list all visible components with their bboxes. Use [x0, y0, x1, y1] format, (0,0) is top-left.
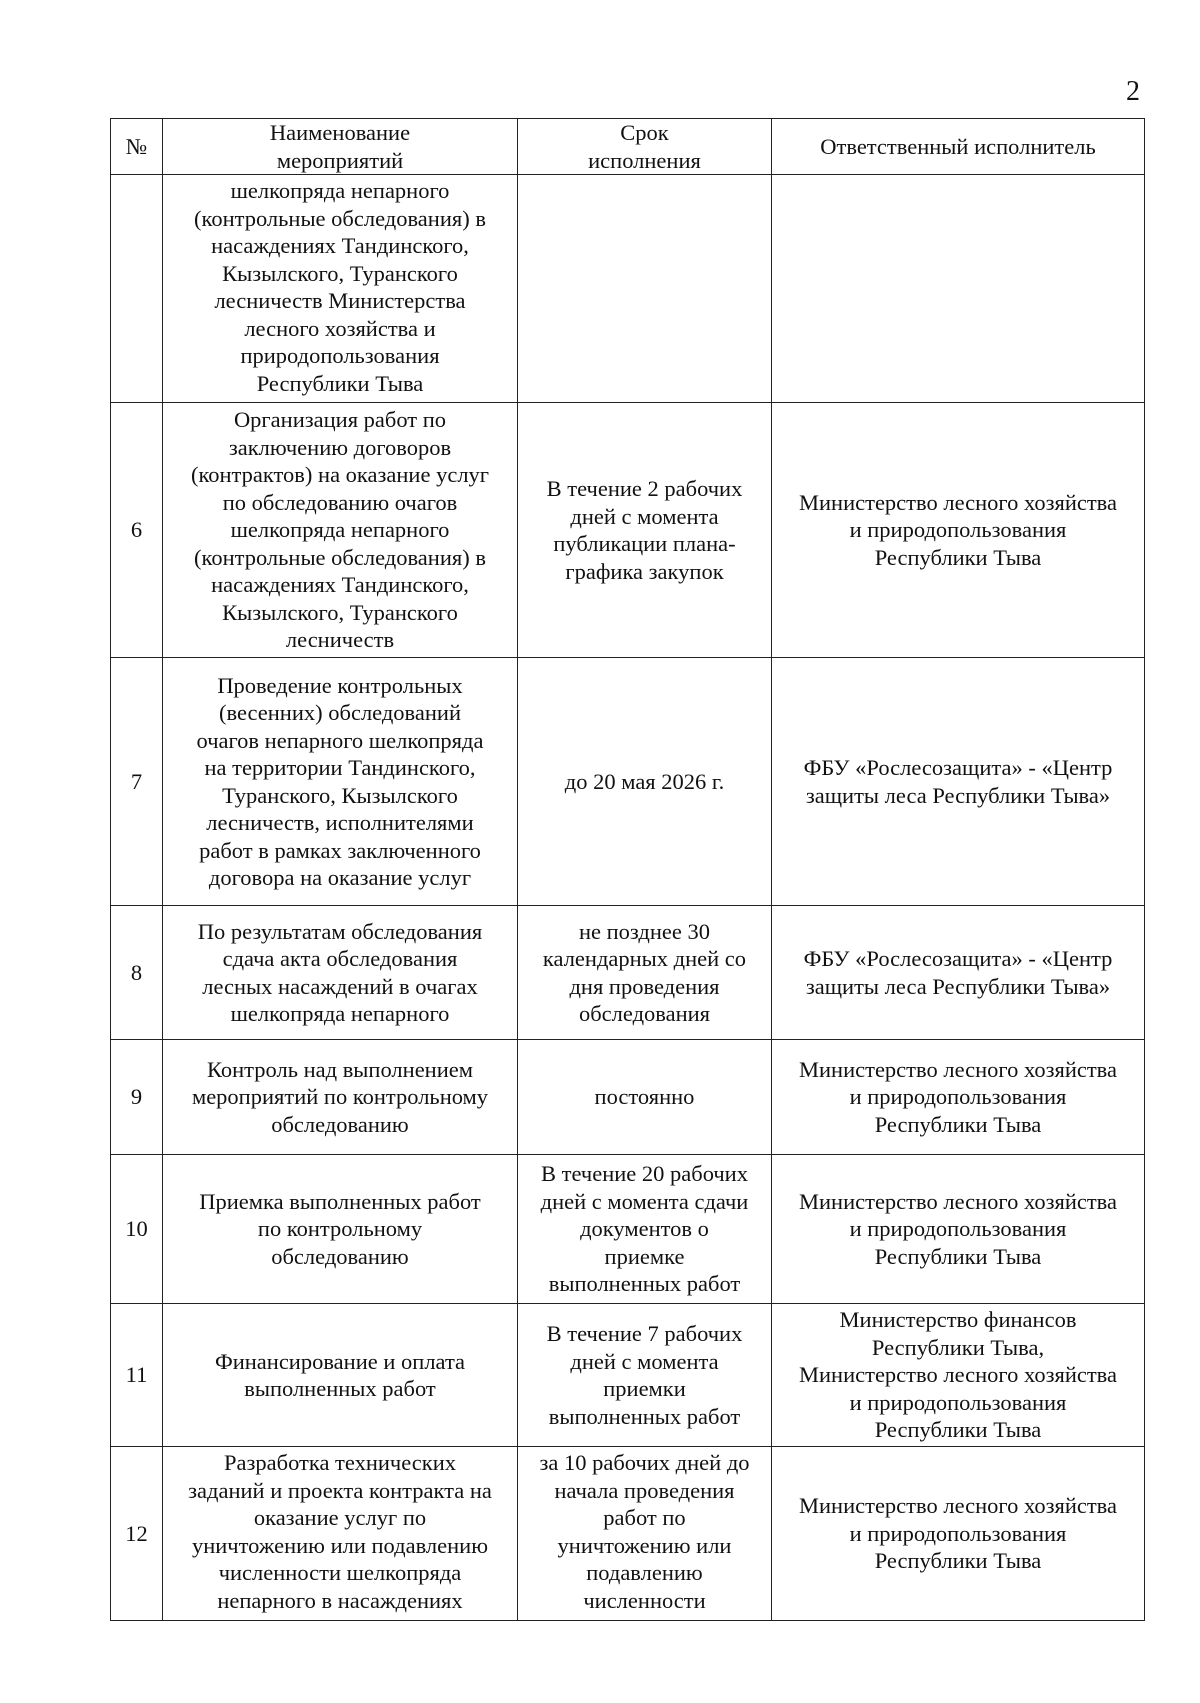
row-term: В течение 2 рабочих дней с момента публикации плана- графика закупок [518, 403, 772, 658]
table-row [111, 658, 1145, 906]
header-responsible: Ответственный исполнитель [772, 119, 1145, 175]
row-term: постоянно [518, 1040, 772, 1155]
row-responsible: ФБУ «Рослесозащита» - «Центр защиты леса Республики Тыва» [772, 658, 1145, 906]
row-term: В течение 7 рабочих дней с момента приемки выполненных работ [518, 1304, 772, 1447]
row-term [518, 175, 772, 403]
row-responsible: Министерство лесного хозяйства и природопользования Республики Тыва [772, 1447, 1145, 1621]
row-num [111, 175, 163, 403]
row-name: Контроль над выполнением мероприятий по контрольному обследованию [163, 1040, 518, 1155]
page-number: 2 [1126, 76, 1140, 107]
row-responsible: Министерство финансов Республики Тыва, Министерство лесного хозяйства и природопользования Республики Тыва [772, 1304, 1145, 1447]
header-num: № [111, 119, 163, 175]
row-term: за 10 рабочих дней до начала проведения работ по уничтожению или подавлению численности [518, 1447, 772, 1621]
row-term: до 20 мая 2026 г. [518, 658, 772, 906]
row-name: Разработка технических заданий и проекта контракта на оказание услуг по уничтожению или подавлению численности шелкопряда непарного в насаждениях [163, 1447, 518, 1621]
row-num: 9 [111, 1040, 163, 1155]
row-name: Приемка выполненных работ по контрольному обследованию [163, 1155, 518, 1304]
row-name: шелкопряда непарного (контрольные обследования) в насаждениях Тандинского, Кызылского, Туранского лесничеств Министерства лесного хозяйства и природопользования Республики Тыва [163, 175, 518, 403]
row-term: В течение 20 рабочих дней с момента сдачи документов о приемке выполненных работ [518, 1155, 772, 1304]
row-num: 12 [111, 1447, 163, 1621]
table-row [111, 1447, 1145, 1621]
table-row [111, 1155, 1145, 1304]
header-name: Наименование мероприятий [163, 119, 518, 175]
table-row [111, 906, 1145, 1040]
row-name: Проведение контрольных (весенних) обследований очагов непарного шелкопряда на территории Тандинского, Туранского, Кызылского лесничеств, исполнителями работ в рамках заключенного договора на оказание услуг [163, 658, 518, 906]
row-name: Организация работ по заключению договоров (контрактов) на оказание услуг по обследованию очагов шелкопряда непарного (контрольные обследования) в насаждениях Тандинского, Кызылского, Туранского лесничеств [163, 403, 518, 658]
row-name: По результатам обследования сдача акта обследования лесных насаждений в очагах шелкопряда непарного [163, 906, 518, 1040]
row-responsible [772, 175, 1145, 403]
row-num: 10 [111, 1155, 163, 1304]
header-term: Срок исполнения [518, 119, 772, 175]
row-responsible: Министерство лесного хозяйства и природопользования Республики Тыва [772, 1155, 1145, 1304]
row-name: Финансирование и оплата выполненных работ [163, 1304, 518, 1447]
table-row [111, 1040, 1145, 1155]
row-num: 7 [111, 658, 163, 906]
table-row [111, 403, 1145, 658]
action-plan-table [110, 118, 1145, 1621]
row-term: не позднее 30 календарных дней со дня проведения обследования [518, 906, 772, 1040]
row-num: 6 [111, 403, 163, 658]
row-responsible: Министерство лесного хозяйства и природопользования Республики Тыва [772, 403, 1145, 658]
table-row [111, 1304, 1145, 1447]
row-num: 11 [111, 1304, 163, 1447]
table-row [111, 175, 1145, 403]
row-responsible: Министерство лесного хозяйства и природопользования Республики Тыва [772, 1040, 1145, 1155]
row-responsible: ФБУ «Рослесозащита» - «Центр защиты леса Республики Тыва» [772, 906, 1145, 1040]
table-header-row [111, 119, 1145, 175]
row-num: 8 [111, 906, 163, 1040]
